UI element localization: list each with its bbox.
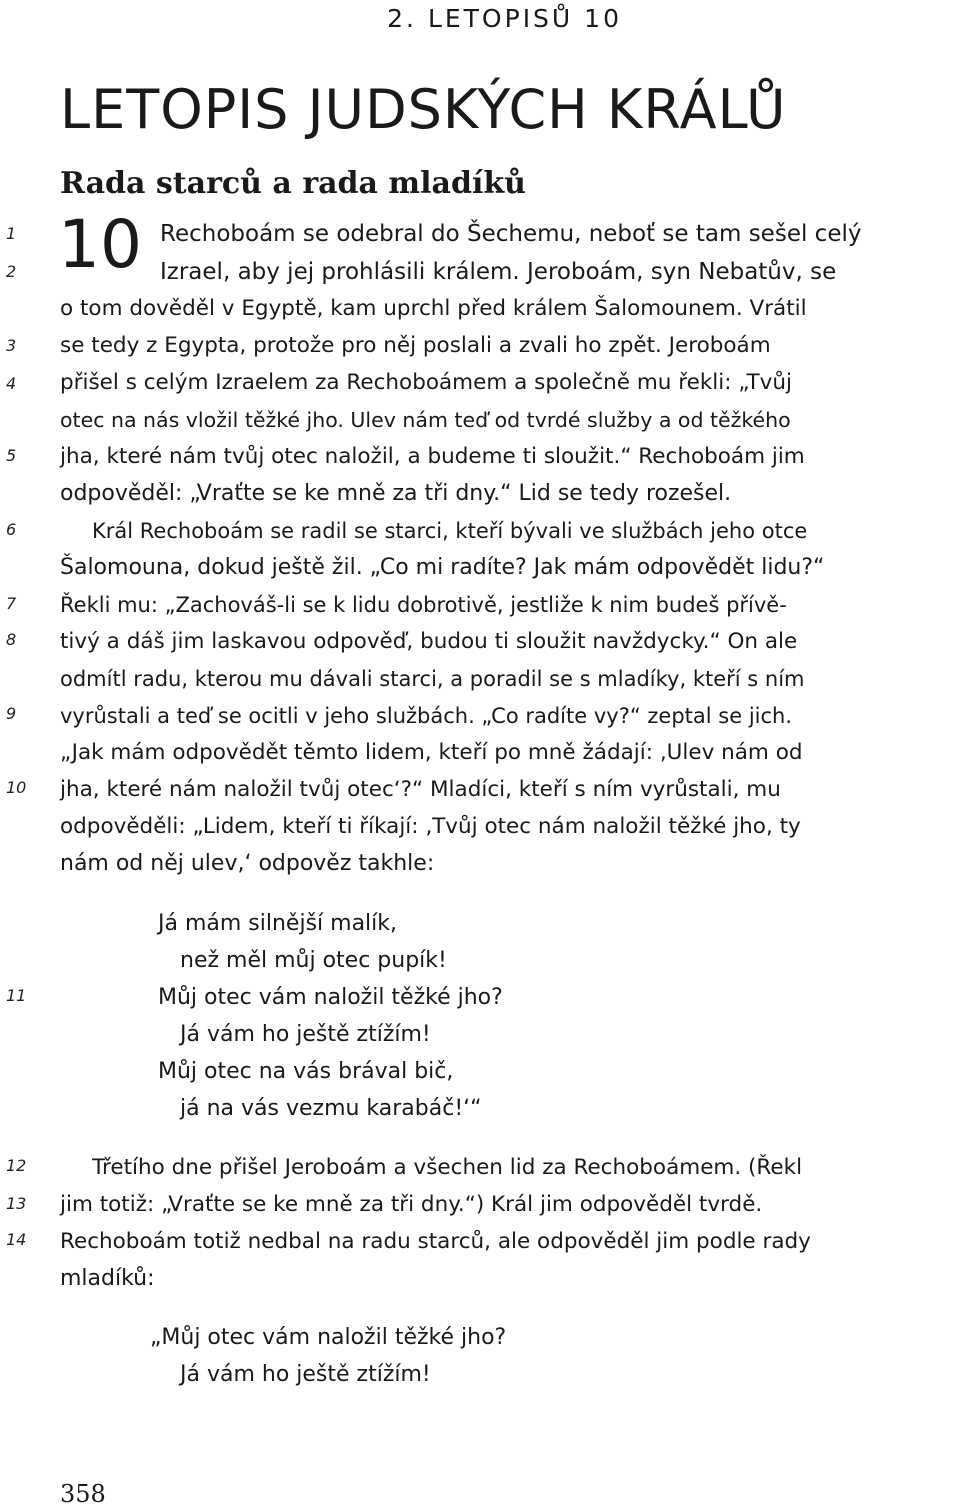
verse-number: 12 <box>6 1156 27 1175</box>
verse-number: 9 <box>6 704 17 723</box>
running-head: 2. LETOPISŮ 10 <box>387 4 622 33</box>
verse-number: 10 <box>6 778 27 797</box>
verse-number: 8 <box>6 630 17 649</box>
verse-number: 1 <box>6 224 17 243</box>
verse-number: 14 <box>6 1230 27 1249</box>
section-heading: Rada starců a rada mladíků <box>60 166 526 201</box>
verse-number: 13 <box>6 1194 27 1213</box>
text-line: Izrael, aby jej prohlásili králem. Jeroboám, syn Nebatův, se <box>160 259 837 285</box>
verse-number: 4 <box>6 374 17 393</box>
poem-line: Já mám silnější malík, <box>158 911 398 936</box>
book-title: LETOPIS JUDSKÝCH KRÁLŮ <box>60 78 787 141</box>
verse-number: 3 <box>6 336 17 355</box>
poem-line: než měl můj otec pupík! <box>180 948 447 973</box>
text-line: Třetího dne přišel Jeroboám a všechen lid za Rechoboámem. (Řekl <box>92 1155 803 1180</box>
verse-number: 6 <box>6 520 17 539</box>
verse-number: 7 <box>6 594 17 613</box>
text-line: vyrůstali a teď se ocitli v jeho službách. „Co radíte vy?“ zeptal se jich. <box>60 704 793 728</box>
text-line: přišel s celým Izraelem za Rechoboámem a společně mu řekli: „Tvůj <box>60 370 792 395</box>
poem-line: já na vás vezmu karabáč!‘“ <box>180 1096 482 1121</box>
text-line: jha, které nám tvůj otec naložil, a budeme ti sloužit.“ Rechoboám jim <box>60 444 805 469</box>
verse-number: 2 <box>6 262 17 281</box>
text-line: jha, které nám naložil tvůj otec‘?“ Mladíci, kteří s ním vyrůstali, mu <box>60 777 781 802</box>
poem-line: „Můj otec vám naložil těžké jho? <box>150 1325 507 1350</box>
text-line: odpověděl: „Vraťte se ke mně za tři dny.“ Lid se tedy rozešel. <box>60 481 732 506</box>
text-line: nám od něj ulev,‘ odpověz takhle: <box>60 851 435 876</box>
text-line: mladíků: <box>60 1266 155 1291</box>
text-line: Rechoboám totiž nedbal na radu starců, ale odpověděl jim podle rady <box>60 1229 811 1254</box>
text-line: Řekli mu: „Zachováš-li se k lidu dobrotivě, jestliže k nim budeš přívě- <box>60 593 787 617</box>
poem-line: Můj otec vám naložil těžké jho? <box>158 985 503 1010</box>
text-line: jim totiž: „Vraťte se ke mně za tři dny.“) Král jim odpověděl tvrdě. <box>60 1192 763 1217</box>
text-line: Šalomouna, dokud ještě žil. „Co mi radíte? Jak mám odpovědět lidu?“ <box>60 555 825 580</box>
text-line: Král Rechoboám se radil se starci, kteří bývali ve službách jeho otce <box>92 519 808 543</box>
page-number: 358 <box>60 1480 106 1508</box>
text-line: se tedy z Egypta, protože pro něj poslali a zvali ho zpět. Jeroboám <box>60 333 771 358</box>
text-line: odmítl radu, kterou mu dávali starci, a poradil se s mladíky, kteří s ním <box>60 667 805 691</box>
text-line: Rechoboám se odebral do Šechemu, neboť se tam sešel celý <box>160 221 862 247</box>
text-line: o tom dověděl v Egyptě, kam uprchl před králem Šalomounem. Vrátil <box>60 296 807 321</box>
text-line: tivý a dáš jim laskavou odpověď, budou ti sloužit navždycky.“ On ale <box>60 629 798 654</box>
text-line: odpověděli: „Lidem, kteří ti říkají: ‚Tvůj otec nám naložil těžké jho, ty <box>60 814 801 839</box>
text-line: otec na nás vložil těžké jho. Ulev nám teď od tvrdé služby a od těžkého <box>60 408 791 432</box>
poem-line: Můj otec na vás brával bič, <box>158 1059 454 1084</box>
text-line: „Jak mám odpovědět těmto lidem, kteří po mně žádají: ‚Ulev nám od <box>60 740 803 765</box>
poem-line: Já vám ho ještě ztížím! <box>180 1022 431 1047</box>
chapter-number: 10 <box>58 206 142 283</box>
verse-number: 5 <box>6 446 17 465</box>
verse-number: 11 <box>6 986 27 1005</box>
poem-line: Já vám ho ještě ztížím! <box>180 1362 431 1387</box>
